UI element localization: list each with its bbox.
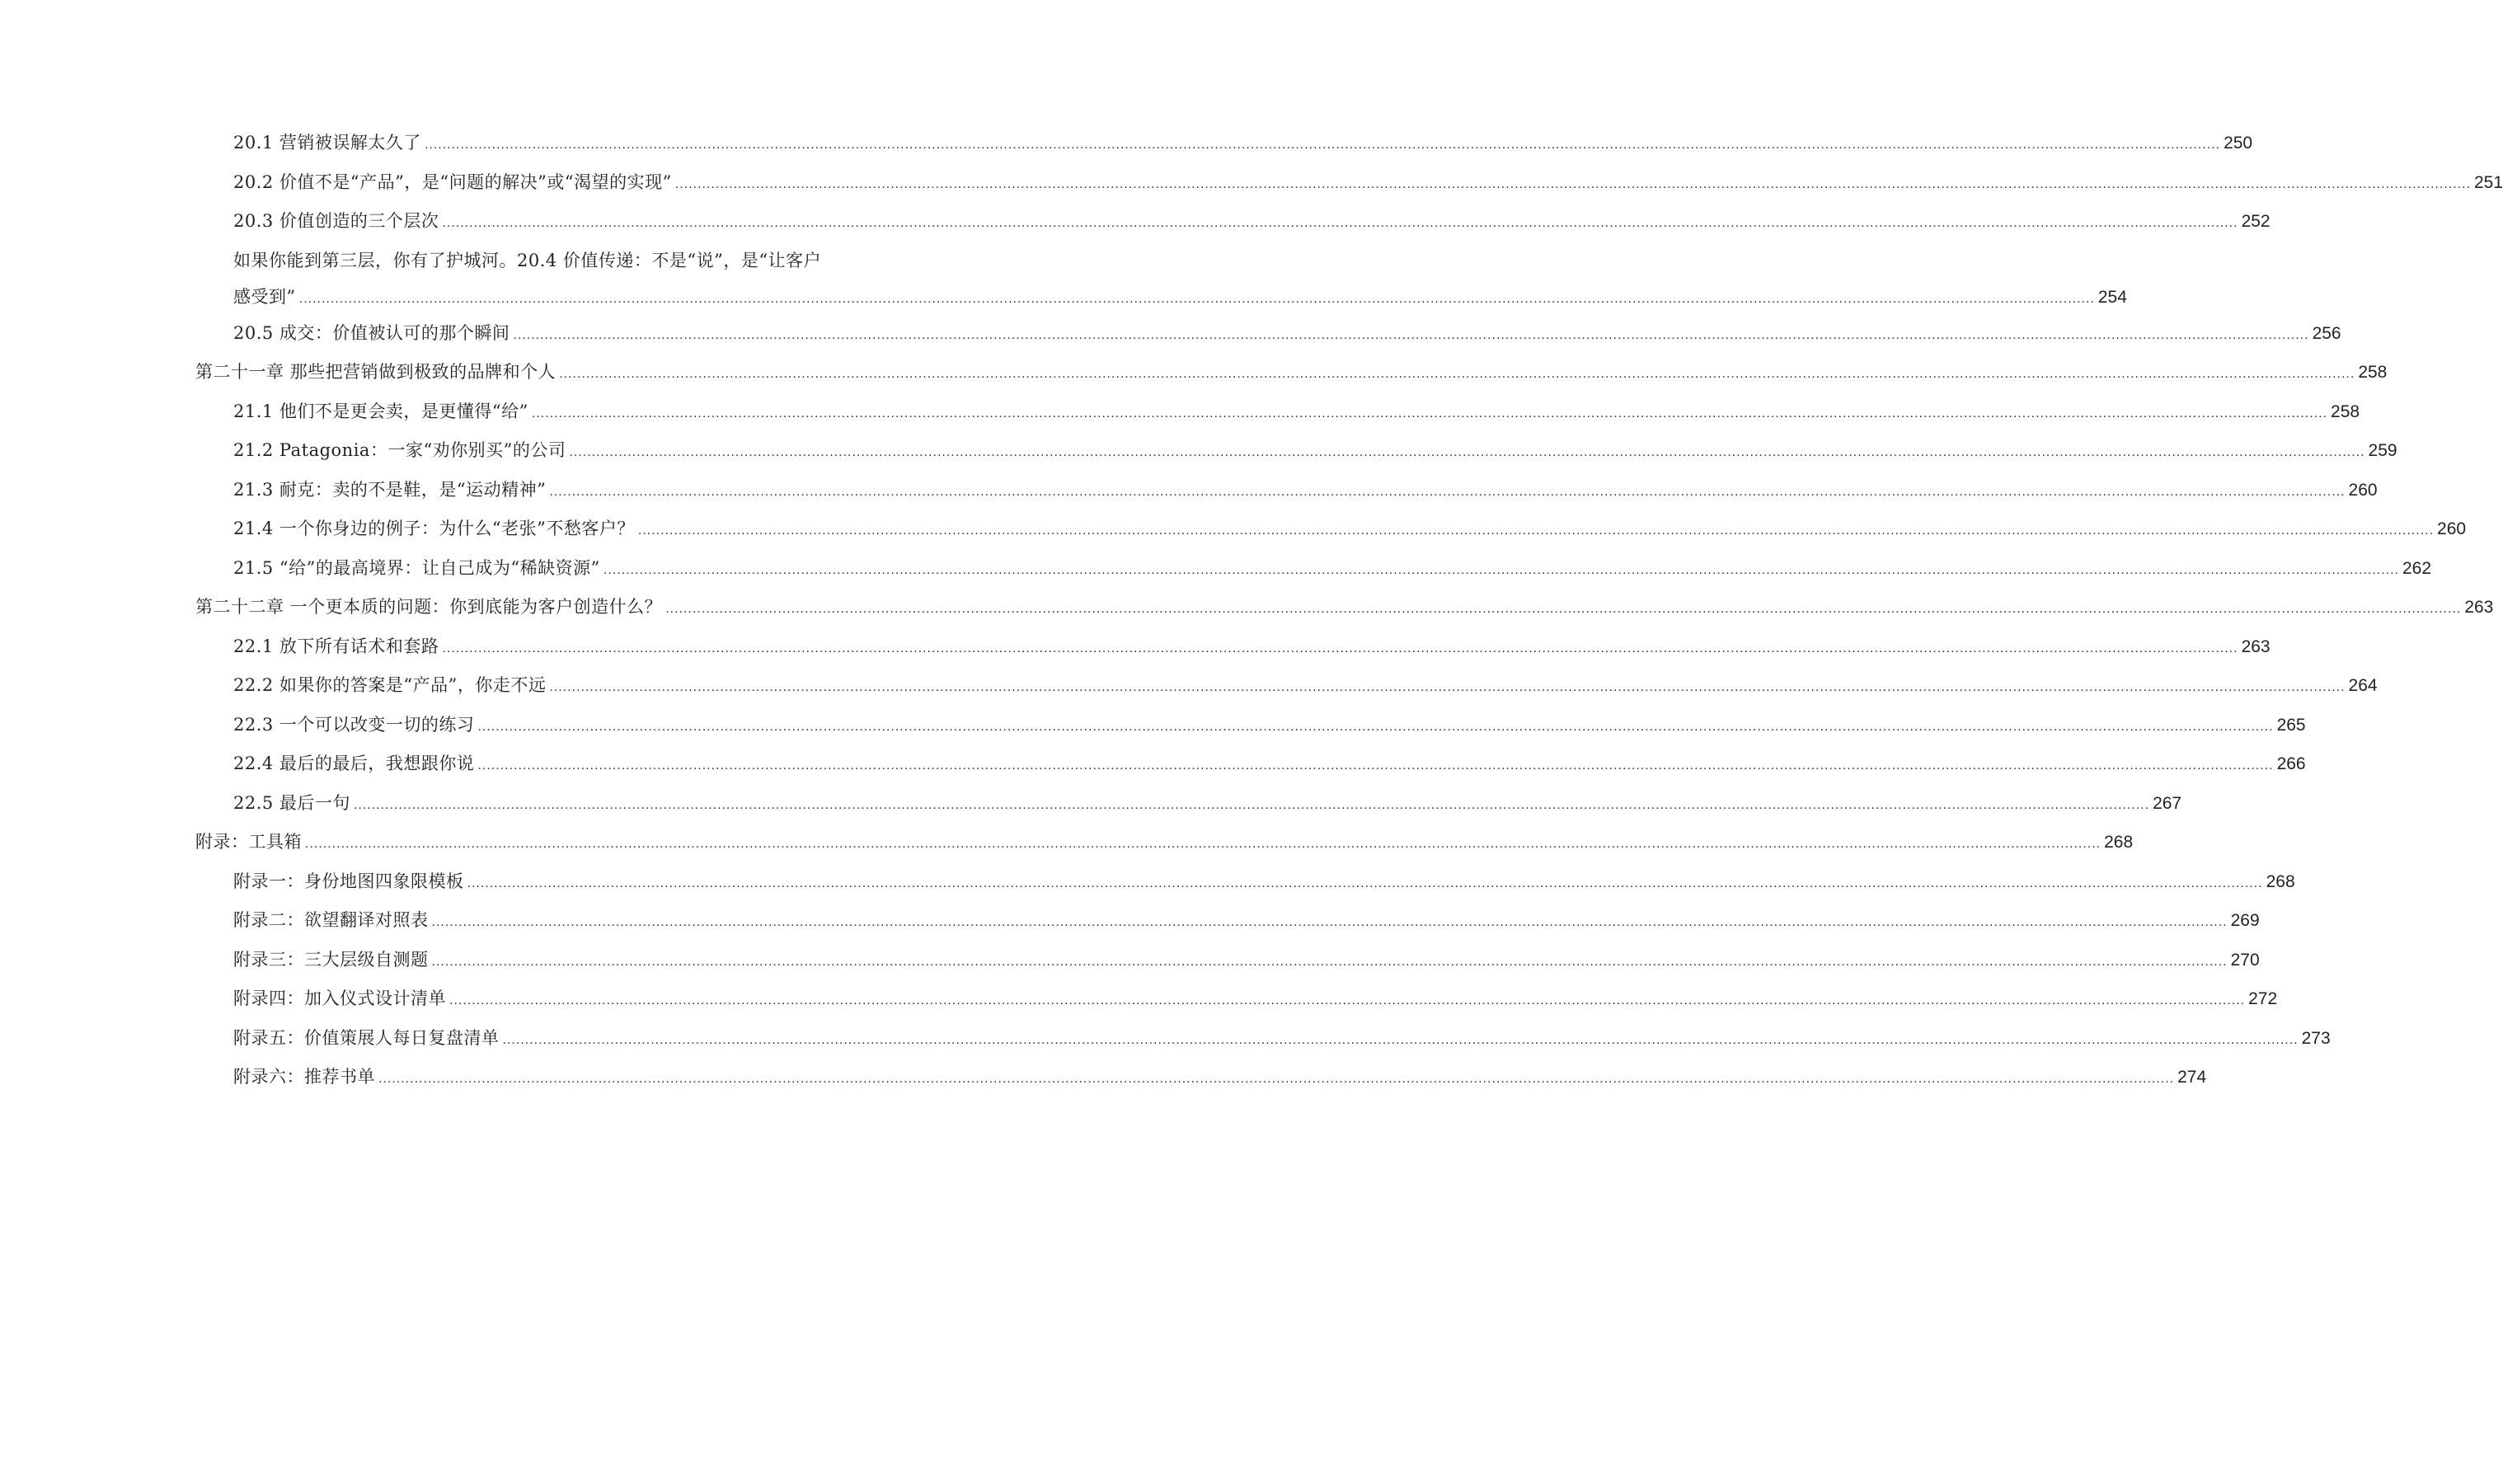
toc-entry-page: 263 bbox=[2241, 636, 2271, 656]
dot-leader: ................................................................................................................................................................................................................................................................................................................................................................................................................ bbox=[549, 680, 2346, 694]
toc-entry-page: 274 bbox=[2177, 1068, 2207, 1087]
dot-leader: ................................................................................................................................................................................................................................................................................................................................................................................................................ bbox=[637, 524, 2435, 538]
dot-leader: ................................................................................................................................................................................................................................................................................................................................................................................................................ bbox=[298, 291, 2095, 306]
toc-entry-title: 20.3 价值创造的三个层次 bbox=[233, 211, 439, 231]
dot-leader: ................................................................................................................................................................................................................................................................................................................................................................................................................ bbox=[549, 484, 2346, 499]
toc-row bbox=[233, 321, 2341, 348]
toc-entry[interactable] bbox=[0, 1058, 2207, 1097]
toc-row bbox=[233, 516, 2467, 543]
toc-entry[interactable] bbox=[0, 627, 2271, 667]
toc-row bbox=[233, 284, 2127, 312]
toc-row bbox=[233, 399, 2360, 426]
table-of-contents bbox=[0, 124, 2503, 1097]
toc-entry[interactable] bbox=[0, 510, 2467, 549]
toc-entry-title: 22.3 一个可以改变一切的练习 bbox=[233, 714, 475, 735]
toc-entry-title: 20.1 营销被误解太久了 bbox=[233, 133, 421, 153]
dot-leader: ................................................................................................................................................................................................................................................................................................................................................................................................................ bbox=[353, 797, 2150, 812]
toc-entry-title: 第二十一章 那些把营销做到极致的品牌和个人 bbox=[195, 362, 556, 382]
toc-entry-page: 268 bbox=[2104, 833, 2134, 852]
toc-entry[interactable] bbox=[0, 471, 2378, 510]
dot-leader: ................................................................................................................................................................................................................................................................................................................................................................................................................ bbox=[467, 876, 2263, 890]
toc-row bbox=[233, 1064, 2207, 1092]
toc-entry-page: 260 bbox=[2348, 480, 2378, 500]
dot-leader: ................................................................................................................................................................................................................................................................................................................................................................................................................ bbox=[559, 367, 2355, 381]
dot-leader: ................................................................................................................................................................................................................................................................................................................................................................................................................ bbox=[378, 1072, 2175, 1086]
toc-entry-title: 第二十二章 一个更本质的问题：你到底能为客户创造什么？ bbox=[195, 597, 663, 617]
toc-entry-title: 21.1 他们不是更会卖，是更懂得“给” bbox=[233, 401, 528, 421]
toc-entry-title: 附录五：价值策展人每日复盘清单 bbox=[233, 1027, 500, 1048]
toc-entry-title: 附录二：欲望翻译对照表 bbox=[233, 910, 429, 930]
toc-entry[interactable] bbox=[0, 431, 2397, 471]
toc-entry-page: 264 bbox=[2348, 676, 2378, 695]
toc-entry-page: 250 bbox=[2224, 134, 2253, 153]
toc-entry[interactable] bbox=[0, 941, 2260, 980]
toc-entry-title: 22.1 放下所有话术和套路 bbox=[233, 636, 439, 656]
dot-leader: ................................................................................................................................................................................................................................................................................................................................................................................................................ bbox=[531, 406, 2328, 420]
toc-row bbox=[233, 1026, 2331, 1053]
toc-entry[interactable] bbox=[0, 666, 2378, 706]
toc-row bbox=[233, 438, 2397, 465]
dot-leader: ................................................................................................................................................................................................................................................................................................................................................................................................................ bbox=[502, 1032, 2299, 1047]
dot-leader: ................................................................................................................................................................................................................................................................................................................................................................................................................ bbox=[449, 993, 2246, 1007]
toc-entry-title: 22.4 最后的最后，我想跟你说 bbox=[233, 754, 475, 773]
toc-entry-title: 21.4 一个你身边的例子：为什么“老张”不愁客户？ bbox=[233, 519, 635, 538]
toc-entry[interactable] bbox=[0, 784, 2182, 824]
toc-row bbox=[233, 869, 2295, 896]
dot-leader: ................................................................................................................................................................................................................................................................................................................................................................................................................ bbox=[442, 216, 2238, 230]
toc-entry-title: 感受到” bbox=[233, 286, 296, 307]
toc-entry-page: 256 bbox=[2312, 323, 2341, 343]
toc-row bbox=[195, 359, 2388, 387]
toc-entry[interactable] bbox=[0, 588, 2494, 627]
toc-row bbox=[233, 751, 2306, 778]
toc-entry[interactable] bbox=[0, 242, 2127, 314]
toc-row bbox=[233, 477, 2378, 505]
toc-row bbox=[195, 829, 2134, 857]
toc-entry[interactable] bbox=[0, 901, 2260, 941]
toc-entry[interactable] bbox=[0, 862, 2295, 902]
dot-leader: ................................................................................................................................................................................................................................................................................................................................................................................................................ bbox=[603, 562, 2399, 577]
toc-row bbox=[233, 947, 2260, 974]
toc-entry-page: 259 bbox=[2368, 441, 2397, 460]
toc-entry-title: 21.2 Patagonia：一家“劝你别买”的公司 bbox=[233, 440, 566, 460]
toc-entry-page: 270 bbox=[2230, 950, 2260, 970]
dot-leader: ................................................................................................................................................................................................................................................................................................................................................................................................................ bbox=[442, 641, 2238, 655]
toc-entry-page: 252 bbox=[2241, 212, 2271, 231]
toc-row bbox=[233, 791, 2182, 818]
dot-leader: ................................................................................................................................................................................................................................................................................................................................................................................................................ bbox=[305, 837, 2101, 851]
toc-row bbox=[233, 673, 2378, 700]
toc-entry-title: 22.5 最后一句 bbox=[233, 792, 350, 813]
toc-entry[interactable] bbox=[0, 1019, 2331, 1059]
toc-entry-title: 21.3 耐克：卖的不是鞋，是“运动精神” bbox=[233, 479, 547, 500]
toc-entry-page: 262 bbox=[2402, 558, 2432, 578]
dot-leader: ................................................................................................................................................................................................................................................................................................................................................................................................................ bbox=[477, 758, 2274, 773]
toc-entry-page: 254 bbox=[2097, 287, 2127, 307]
toc-entry-title: 22.2 如果你的答案是“产品”，你走不远 bbox=[233, 675, 547, 695]
toc-row bbox=[233, 634, 2271, 661]
dot-leader: ................................................................................................................................................................................................................................................................................................................................................................................................................ bbox=[513, 327, 2309, 342]
toc-entry-page: 260 bbox=[2437, 519, 2467, 538]
toc-entry-title: 附录四：加入仪式设计清单 bbox=[233, 989, 446, 1008]
toc-row bbox=[195, 594, 2494, 622]
dot-leader: ................................................................................................................................................................................................................................................................................................................................................................................................................ bbox=[674, 176, 2471, 191]
toc-entry-page: 258 bbox=[2331, 402, 2360, 421]
toc-entry[interactable] bbox=[0, 124, 2253, 163]
toc-entry-title: 20.2 价值不是“产品”，是“问题的解决”或“渴望的实现” bbox=[233, 171, 672, 192]
toc-entry[interactable] bbox=[0, 979, 2278, 1019]
toc-row bbox=[233, 908, 2260, 935]
toc-row bbox=[233, 712, 2306, 740]
toc-entry[interactable] bbox=[0, 202, 2271, 242]
toc-row bbox=[233, 209, 2271, 236]
toc-entry-title: 21.5 “给”的最高境界：让自己成为“稀缺资源” bbox=[233, 557, 600, 578]
toc-entry[interactable] bbox=[0, 314, 2341, 354]
dot-leader: ................................................................................................................................................................................................................................................................................................................................................................................................................ bbox=[477, 719, 2274, 734]
toc-row bbox=[233, 556, 2432, 583]
toc-entry-page: 263 bbox=[2464, 598, 2494, 617]
toc-entry[interactable] bbox=[0, 549, 2432, 589]
toc-entry-page: 272 bbox=[2248, 989, 2278, 1008]
dot-leader: ................................................................................................................................................................................................................................................................................................................................................................................................................ bbox=[424, 138, 2221, 152]
toc-entry[interactable] bbox=[0, 392, 2360, 432]
toc-entry-page: 268 bbox=[2266, 871, 2295, 891]
toc-entry[interactable] bbox=[0, 706, 2306, 745]
toc-entry-title: 附录一：身份地图四象限模板 bbox=[233, 871, 464, 891]
dot-leader: ................................................................................................................................................................................................................................................................................................................................................................................................................ bbox=[665, 602, 2462, 616]
toc-entry-page: 273 bbox=[2301, 1028, 2331, 1048]
dot-leader: ................................................................................................................................................................................................................................................................................................................................................................................................................ bbox=[431, 915, 2228, 929]
toc-entry-title-line1: 如果你能到第三层，你有了护城河。20.4 价值传递：不是“说”，是“让客户 bbox=[233, 250, 822, 270]
toc-entry[interactable] bbox=[0, 823, 2134, 862]
toc-entry-page: 265 bbox=[2276, 715, 2306, 735]
toc-entry-title: 20.5 成交：价值被认可的那个瞬间 bbox=[233, 322, 510, 343]
toc-entry-page: 251 bbox=[2473, 172, 2503, 192]
dot-leader: ................................................................................................................................................................................................................................................................................................................................................................................................................ bbox=[569, 445, 2365, 459]
toc-entry-title: 附录：工具箱 bbox=[195, 832, 302, 852]
toc-entry[interactable] bbox=[0, 163, 2503, 203]
toc-entry-page: 266 bbox=[2276, 754, 2306, 773]
toc-entry[interactable] bbox=[0, 744, 2306, 784]
toc-entry-title: 附录三：三大层级自测题 bbox=[233, 949, 429, 970]
toc-entry-page: 267 bbox=[2153, 793, 2182, 813]
toc-row bbox=[233, 130, 2253, 157]
toc-entry-page: 258 bbox=[2358, 363, 2388, 382]
toc-row bbox=[233, 170, 2503, 197]
toc-entry-title: 附录六：推荐书单 bbox=[233, 1067, 375, 1087]
toc-row bbox=[233, 986, 2278, 1013]
toc-entry[interactable] bbox=[0, 353, 2388, 392]
toc-entry-page: 269 bbox=[2230, 911, 2260, 930]
dot-leader: ................................................................................................................................................................................................................................................................................................................................................................................................................ bbox=[431, 954, 2228, 969]
